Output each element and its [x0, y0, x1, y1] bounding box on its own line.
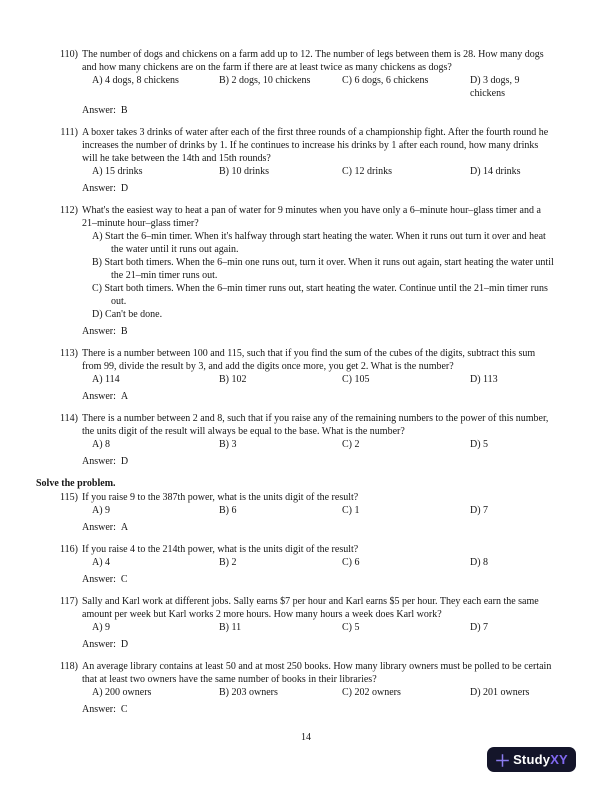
- question-block: [36, 491, 556, 534]
- answer-line: [82, 521, 556, 534]
- option: B) 6: [219, 505, 237, 516]
- question-number: 118): [60, 661, 78, 672]
- question-text: If you raise 9 to the 387th power, what is the units digit of the result?: [82, 492, 359, 503]
- answer-line: [82, 638, 556, 651]
- answer-value: B: [120, 326, 128, 337]
- option: B) 2: [219, 557, 237, 568]
- question-block: [36, 347, 556, 403]
- option: B) 2 dogs, 10 chickens: [219, 75, 311, 86]
- option: C) 105: [342, 374, 370, 385]
- option: C) 2: [342, 439, 360, 450]
- question-text: There is a number between 100 and 115, such that if you find the sum of the cubes of the digits, subtract this sum from 99, divide the result by 3, and add the digits once more, you get 2. What is the number?: [82, 348, 536, 372]
- option: A) 4: [92, 557, 111, 568]
- question-number: 114): [60, 413, 78, 424]
- question-block: [36, 48, 556, 117]
- option: B) 203 owners: [219, 687, 278, 698]
- question-text: The number of dogs and chickens on a farm add up to 12. The number of legs between them is 28. How many dogs and how many chickens are on the farm if there are at least twice as many chickens as dogs?: [82, 49, 544, 73]
- options: [92, 504, 556, 517]
- question-body: [82, 543, 556, 586]
- question-block: [36, 126, 556, 195]
- option: D) 7: [470, 505, 489, 516]
- answer-label: Answer:: [82, 574, 116, 585]
- answer-value: D: [120, 456, 129, 467]
- option: A) 114: [92, 374, 120, 385]
- option: D) 7: [470, 622, 489, 633]
- answer-value: A: [120, 391, 129, 402]
- option: A) 8: [92, 439, 111, 450]
- studyxy-logo: [487, 747, 576, 772]
- option: C) 202 owners: [342, 687, 401, 698]
- answer-line: [82, 104, 556, 117]
- answer-label: Answer:: [82, 456, 116, 467]
- answer-label: Answer:: [82, 639, 116, 650]
- option: D) 8: [470, 557, 489, 568]
- answer-label: Answer:: [82, 105, 116, 116]
- logo-brand-accent: XY: [550, 752, 568, 767]
- page-number: 14: [301, 732, 311, 743]
- question-body: [82, 126, 556, 195]
- option: B) 10 drinks: [219, 166, 269, 177]
- question-block: [36, 204, 556, 338]
- answer-label: Answer:: [82, 522, 116, 533]
- question-number: 115): [60, 492, 78, 503]
- logo-brand-text: [513, 753, 568, 766]
- question-text: Sally and Karl work at different jobs. Sally earns $7 per hour and Karl earns $5 per hour. They each earn the same amount per week but Karl works 2 more hours. How many hours a week does Karl work?: [82, 596, 539, 620]
- answer-value: D: [120, 183, 129, 194]
- question-number: 116): [60, 544, 78, 555]
- answer-value: A: [120, 522, 129, 533]
- option: C) 6 dogs, 6 chickens: [342, 75, 429, 86]
- option: B) 3: [219, 439, 237, 450]
- question-block: [36, 543, 556, 586]
- answer-line: [82, 703, 556, 716]
- option: C) 1: [342, 505, 360, 516]
- question-block: [36, 595, 556, 651]
- options: [92, 230, 556, 321]
- question-body: [82, 48, 556, 117]
- option: C) 12 drinks: [342, 166, 392, 177]
- question-body: [82, 660, 556, 716]
- question-body: [82, 204, 556, 338]
- options: [92, 686, 556, 699]
- question-block: [36, 660, 556, 716]
- question-body: [82, 347, 556, 403]
- answer-line: [82, 455, 556, 468]
- answer-value: C: [120, 704, 128, 715]
- questions-list: [36, 48, 556, 725]
- option: C) Start both timers. When the 6–min timer runs out, start heating the water. Continue until the 21–min timer runs out.: [92, 283, 548, 307]
- option: A) Start the 6–min timer. When it's halfway through start heating the water. When it runs out turn it over and heat the water until it runs out again.: [92, 231, 546, 255]
- option: C) 6: [342, 557, 360, 568]
- option: A) 15 drinks: [92, 166, 143, 177]
- options: [92, 373, 556, 386]
- option: B) Start both timers. When the 6–min one runs out, turn it over. When it runs out again, start heating the water until the 21–min timer runs out.: [92, 257, 554, 281]
- question-number: 112): [60, 205, 78, 216]
- question-number: 110): [60, 49, 78, 60]
- question-number: 113): [60, 348, 78, 359]
- section-header: Solve the problem.: [36, 478, 116, 489]
- answer-line: [82, 325, 556, 338]
- question-body: [82, 412, 556, 468]
- question-body: [82, 491, 556, 534]
- question-text: A boxer takes 3 drinks of water after each of the first three rounds of a championship fight. After the fourth round he increases the number of drinks by 1. If he continues to increase his drinks by 1 after each round, how many drinks will he take between the 14th and 15th rounds?: [82, 127, 549, 164]
- answer-value: B: [120, 105, 128, 116]
- options: [92, 556, 556, 569]
- option: D) 113: [470, 374, 498, 385]
- question-block: [36, 412, 556, 468]
- answer-value: D: [120, 639, 129, 650]
- options: [92, 165, 556, 178]
- answer-label: Answer:: [82, 326, 116, 337]
- option: A) 4 dogs, 8 chickens: [92, 75, 179, 86]
- option: C) 5: [342, 622, 360, 633]
- option: B) 102: [219, 374, 247, 385]
- question-number: 117): [60, 596, 78, 607]
- answer-line: [82, 182, 556, 195]
- question-body: [82, 595, 556, 651]
- option: B) 11: [219, 622, 242, 633]
- option: D) Can't be done.: [92, 309, 163, 320]
- question-text: An average library contains at least 50 and at most 250 books. How many library owners must be polled to be certain that at least two owners have the same number of books in their libraries?: [82, 661, 552, 685]
- answer-label: Answer:: [82, 704, 116, 715]
- option: A) 200 owners: [92, 687, 152, 698]
- question-number: 111): [60, 127, 78, 138]
- option: D) 14 drinks: [470, 166, 521, 177]
- answer-line: [82, 573, 556, 586]
- plus-icon: [495, 753, 510, 768]
- logo-brand-primary: Study: [513, 752, 551, 767]
- options: [92, 621, 556, 634]
- option: A) 9: [92, 505, 111, 516]
- options: [92, 438, 556, 451]
- answer-line: [82, 390, 556, 403]
- answer-label: Answer:: [82, 391, 116, 402]
- answer-label: Answer:: [82, 183, 116, 194]
- option: D) 3 dogs, 9 chickens: [470, 75, 520, 99]
- options: [92, 74, 556, 100]
- question-text: What's the easiest way to heat a pan of water for 9 minutes when you have only a 6–minute hour–glass timer and a 21–minute hour–glass timer?: [82, 205, 541, 229]
- question-text: There is a number between 2 and 8, such that if you raise any of the remaining numbers to the power of this number, the units digit of the result will always be equal to the base. What is the number?: [82, 413, 549, 437]
- option: D) 201 owners: [470, 687, 530, 698]
- option: D) 5: [470, 439, 489, 450]
- answer-value: C: [120, 574, 128, 585]
- question-text: If you raise 4 to the 214th power, what is the units digit of the result?: [82, 544, 359, 555]
- option: A) 9: [92, 622, 111, 633]
